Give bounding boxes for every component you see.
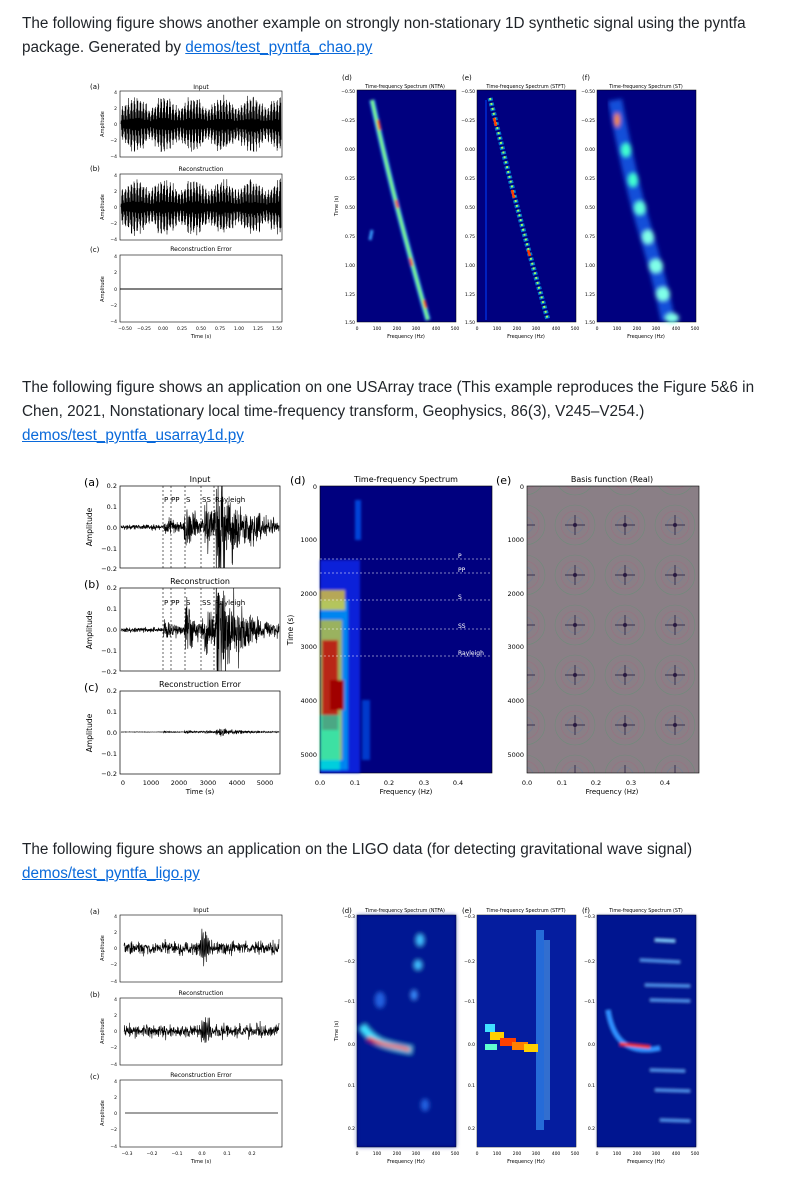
st-ytick: 0.25 — [584, 177, 595, 182]
phase-label-pp: PP — [458, 567, 466, 574]
stft-xtick: 500 — [570, 327, 580, 332]
stft-xlabel: Frequency (Hz) — [507, 334, 545, 340]
st-title: Time-frequency Spectrum (ST) — [609, 909, 683, 914]
tf-xtick: 0.4 — [452, 779, 464, 787]
stft-xtick: 500 — [570, 1152, 580, 1157]
error-ytick: 2 — [114, 1096, 117, 1101]
st-ytick: −0.1 — [584, 1000, 595, 1005]
stft-spectrum — [477, 90, 576, 322]
ntfa-xtick: 200 — [392, 327, 402, 332]
error-xtick: 0.1 — [223, 1152, 231, 1157]
reconstruction-title: Reconstruction — [170, 577, 230, 586]
ntfa-ytick: −0.1 — [344, 1000, 355, 1005]
error-xtick: 0.00 — [157, 327, 169, 332]
st-xtick: 400 — [671, 327, 681, 332]
basis-ytick: 0 — [519, 483, 524, 491]
link-test-pyntfa-chao[interactable]: demos/test_pyntfa_chao.py — [185, 39, 373, 56]
stft-ytick: 0.2 — [467, 1127, 475, 1132]
paragraph-text: The following figure shows another example on strongly non-stationary 1D synthetic signal using the pyntfa package. Generated by — [22, 15, 746, 56]
ntfa-ytick: 0.1 — [347, 1084, 355, 1089]
stft-ytick: 1.50 — [464, 321, 475, 326]
reconstruction-ytick: 2 — [114, 1014, 117, 1019]
reconstruction-title: Reconstruction — [178, 166, 224, 173]
error-xtick: 5000 — [256, 779, 274, 787]
tf-xlabel: Frequency (Hz) — [379, 788, 433, 796]
reconstruction-ytick: 0.0 — [106, 626, 117, 634]
stft-xtick: 0 — [475, 327, 479, 332]
input-ylabel: Amplitude — [100, 935, 106, 961]
reconstruction-ytick: 4 — [114, 174, 117, 179]
error-ytick: −0.2 — [101, 770, 117, 778]
error-xtick: 1.50 — [271, 327, 283, 332]
st-xtick: 400 — [671, 1152, 681, 1157]
ntfa-ylabel: Time (s) — [334, 1020, 340, 1042]
st-xtick: 200 — [632, 327, 642, 332]
st-ytick: 1.25 — [584, 293, 595, 298]
input-ytick: −0.2 — [101, 565, 117, 573]
ntfa-xlabel: Frequency (Hz) — [387, 1159, 425, 1165]
input-ytick: −2 — [110, 963, 117, 968]
error-xtick: −0.2 — [146, 1152, 158, 1157]
error-xtick: 1.25 — [252, 327, 264, 332]
ntfa-xtick: 100 — [372, 327, 382, 332]
error-xtick: 1000 — [142, 779, 160, 787]
reconstruction-ytick: −0.2 — [101, 668, 117, 676]
basis-image — [527, 486, 699, 773]
error-ytick: −2 — [110, 304, 117, 309]
stft-ytick: 1.00 — [464, 264, 475, 269]
error-xtick: 0 — [120, 779, 126, 787]
phase-label-rayleigh: Rayleigh — [458, 650, 484, 657]
st-xtick: 100 — [612, 327, 622, 332]
st-ytick: −0.2 — [584, 960, 595, 965]
tf-ytick: 0 — [312, 483, 317, 491]
ntfa-ytick: 1.00 — [344, 264, 355, 269]
phase-label-p: P — [164, 496, 169, 504]
st-xtick: 100 — [612, 1152, 622, 1157]
ntfa-xtick: 500 — [450, 1152, 460, 1157]
stft-xtick: 400 — [551, 327, 561, 332]
error-ytick: 0.2 — [106, 687, 117, 695]
error-xtick: 3000 — [199, 779, 217, 787]
stft-xtick: 300 — [531, 1152, 541, 1157]
phase-label-p: P — [164, 599, 169, 607]
tf-xtick: 0.3 — [418, 779, 430, 787]
reconstruction-ytick: −2 — [110, 222, 117, 227]
stft-ytick: 1.25 — [464, 293, 475, 298]
st-xtick: 500 — [690, 327, 700, 332]
phase-label-s: S — [458, 594, 462, 601]
st-xtick: 300 — [651, 1152, 661, 1157]
basis-xlabel: Frequency (Hz) — [585, 788, 639, 796]
reconstruction-ytick: 0.2 — [106, 584, 117, 592]
ntfa-xtick: 400 — [431, 1152, 441, 1157]
st-xtick: 200 — [632, 1152, 642, 1157]
reconstruction-ytick: 0 — [114, 1030, 117, 1035]
basis-ytick: 2000 — [507, 590, 524, 598]
input-ytick: 4 — [114, 91, 117, 96]
ntfa-ytick: 0.2 — [347, 1127, 355, 1132]
error-ytick: 2 — [114, 271, 117, 276]
stft-xtick: 200 — [512, 327, 522, 332]
stft-energy — [477, 915, 576, 1147]
panel-label-e: (e) — [462, 907, 472, 915]
st-spectrum — [597, 90, 696, 322]
st-ytick: 0.50 — [584, 206, 595, 211]
link-test-pyntfa-usarray1d[interactable]: demos/test_pyntfa_usarray1d.py — [22, 427, 244, 444]
reconstruction-title: Reconstruction — [178, 990, 224, 997]
tf-title: Time-frequency Spectrum — [354, 475, 458, 484]
ntfa-xtick: 0 — [355, 327, 359, 332]
input-ytick: 0.1 — [106, 503, 117, 511]
panel-label-d: (d) — [290, 474, 306, 487]
ntfa-ytick: 0.0 — [347, 1043, 355, 1048]
ntfa-ytick: 0.75 — [344, 235, 355, 240]
reconstruction-ytick: −4 — [110, 1063, 117, 1068]
panel-label-f: (f) — [582, 907, 590, 915]
ntfa-ytick: 1.50 — [344, 321, 355, 326]
error-ytick: 0.1 — [106, 708, 117, 716]
stft-ytick: 0.1 — [467, 1084, 475, 1089]
error-ytick: −2 — [110, 1128, 117, 1133]
error-xtick: 0.25 — [176, 327, 188, 332]
error-xtick: 4000 — [228, 779, 246, 787]
phase-label-ss: SS — [202, 496, 211, 504]
tf-ytick: 5000 — [300, 751, 317, 759]
stft-xlabel: Frequency (Hz) — [507, 1159, 545, 1165]
st-xtick: 0 — [595, 327, 599, 332]
panel-label-c: (c) — [90, 246, 100, 254]
ntfa-xtick: 100 — [372, 1152, 382, 1157]
st-energy — [597, 915, 696, 1147]
st-ytick: −0.25 — [581, 119, 595, 124]
input-ytick: −4 — [110, 155, 117, 160]
input-ytick: −2 — [110, 139, 117, 144]
st-ytick: 0.1 — [587, 1084, 595, 1089]
error-xtick: −0.25 — [137, 327, 151, 332]
basis-xtick: 0.3 — [625, 779, 637, 787]
ntfa-xtick: 300 — [411, 1152, 421, 1157]
reconstruction-ylabel: Amplitude — [100, 194, 106, 220]
error-axes — [120, 255, 282, 322]
stft-ytick: −0.3 — [464, 915, 475, 920]
stft-xtick: 300 — [531, 327, 541, 332]
error-ytick: 0.0 — [106, 729, 117, 737]
input-title: Input — [193, 84, 209, 91]
error-title: Reconstruction Error — [159, 680, 241, 689]
reconstruction-ytick: 4 — [114, 998, 117, 1003]
panel-label-a: (a) — [90, 83, 100, 91]
stft-ytick: 0.0 — [467, 1043, 475, 1048]
error-xtick: 0.2 — [248, 1152, 256, 1157]
panel-label-a: (a) — [84, 476, 100, 489]
phase-label-p: P — [458, 553, 462, 560]
error-xlabel: Time (s) — [185, 788, 215, 796]
phase-label-pp: PP — [171, 496, 180, 504]
phase-label-s: S — [186, 496, 191, 504]
input-ytick: −4 — [110, 980, 117, 985]
input-ytick: 0.2 — [106, 482, 117, 490]
phase-label-rayleigh: Rayleigh — [215, 496, 246, 504]
st-ytick: 0.2 — [587, 1127, 595, 1132]
stft-title: Time-frequency Spectrum (STFT) — [486, 85, 566, 90]
ntfa-ytick: 0.00 — [344, 148, 355, 153]
error-ytick: 4 — [114, 255, 117, 260]
error-title: Reconstruction Error — [170, 1072, 232, 1079]
error-ylabel: Amplitude — [100, 276, 106, 302]
ntfa-ytick: −0.2 — [344, 960, 355, 965]
input-ytick: −0.1 — [101, 545, 117, 553]
phase-label-s: S — [186, 599, 191, 607]
error-ytick: 0 — [114, 1112, 117, 1117]
error-axes — [120, 1080, 282, 1147]
ntfa-xtick: 300 — [411, 327, 421, 332]
error-ytick: 4 — [114, 1080, 117, 1085]
error-xtick: −0.50 — [118, 327, 132, 332]
stft-ytick: 0.75 — [464, 235, 475, 240]
st-xtick: 0 — [595, 1152, 599, 1157]
error-xtick: 0.75 — [214, 327, 226, 332]
st-ytick: 1.00 — [584, 264, 595, 269]
stft-xtick: 200 — [512, 1152, 522, 1157]
panel-label-e: (e) — [462, 74, 472, 82]
reconstruction-ytick: −0.1 — [101, 647, 117, 655]
basis-ytick: 4000 — [507, 697, 524, 705]
ntfa-xtick: 200 — [392, 1152, 402, 1157]
panel-label-b: (b) — [90, 165, 100, 173]
phase-label-ss: SS — [458, 623, 466, 630]
ntfa-ytick: −0.50 — [341, 90, 355, 95]
reconstruction-ylabel: Amplitude — [100, 1018, 106, 1044]
phase-label-ss: SS — [202, 599, 211, 607]
input-ytick: 2 — [114, 931, 117, 936]
error-xtick: −0.1 — [171, 1152, 183, 1157]
reconstruction-ytick: −2 — [110, 1046, 117, 1051]
reconstruction-ytick: 0.1 — [106, 605, 117, 613]
link-test-pyntfa-ligo[interactable]: demos/test_pyntfa_ligo.py — [22, 865, 200, 882]
error-ytick: 0 — [114, 288, 117, 293]
tf-ytick: 2000 — [300, 590, 317, 598]
stft-xtick: 400 — [551, 1152, 561, 1157]
st-ytick: −0.50 — [581, 90, 595, 95]
tf-xtick: 0.0 — [314, 779, 326, 787]
input-ytick: 4 — [114, 915, 117, 920]
phase-label-pp: PP — [171, 599, 180, 607]
st-xlabel: Frequency (Hz) — [627, 1159, 665, 1165]
stft-xtick: 100 — [492, 1152, 502, 1157]
stft-ytick: 0.50 — [464, 206, 475, 211]
panel-label-d: (d) — [342, 74, 352, 82]
basis-ytick: 1000 — [507, 536, 524, 544]
ntfa-xtick: 0 — [355, 1152, 359, 1157]
error-ytick: −4 — [110, 1145, 117, 1150]
st-ytick: 0.00 — [584, 148, 595, 153]
input-ytick: 0 — [114, 947, 117, 952]
error-xtick: 2000 — [170, 779, 188, 787]
stft-ytick: −0.2 — [464, 960, 475, 965]
error-axes — [120, 691, 280, 774]
stft-ytick: −0.1 — [464, 1000, 475, 1005]
ntfa-ytick: 0.25 — [344, 177, 355, 182]
ntfa-spectrum — [357, 90, 456, 322]
panel-label-c: (c) — [84, 681, 99, 694]
paragraph-text: The following figure shows an application on one USArray trace (This example reproduces the Figure 5&6 in Chen, 2021, Nonstationary local time-frequency transform, Geophysics, 86(3), V245–V254.) — [22, 379, 755, 420]
stft-ytick: −0.25 — [461, 119, 475, 124]
error-xtick: −0.3 — [121, 1152, 133, 1157]
basis-title: Basis function (Real) — [570, 475, 654, 484]
panel-label-d: (d) — [342, 907, 352, 915]
input-ytick: 0 — [114, 123, 117, 128]
reconstruction-ytick: 0 — [114, 206, 117, 211]
st-xtick: 500 — [690, 1152, 700, 1157]
panel-label-b: (b) — [84, 578, 100, 591]
ntfa-xtick: 400 — [431, 327, 441, 332]
ntfa-ytick: −0.3 — [344, 915, 355, 920]
basis-xtick: 0.4 — [659, 779, 671, 787]
st-ytick: −0.3 — [584, 915, 595, 920]
ntfa-title: Time-frequency Spectrum (NTFA) — [365, 85, 445, 90]
stft-xtick: 0 — [475, 1152, 479, 1157]
input-ylabel: Amplitude — [85, 507, 94, 547]
error-ytick: −0.1 — [101, 750, 117, 758]
stft-ytick: 0.25 — [464, 177, 475, 182]
panel-label-a: (a) — [90, 908, 100, 916]
error-xtick: 0.50 — [195, 327, 207, 332]
basis-xtick: 0.0 — [521, 779, 533, 787]
paragraph-text: The following figure shows an application on the LIGO data (for detecting gravitational wave signal) — [22, 841, 693, 858]
tf-ylabel: Time (s) — [286, 614, 295, 646]
stft-ytick: 0.00 — [464, 148, 475, 153]
st-xtick: 300 — [651, 327, 661, 332]
ntfa-energy — [357, 915, 456, 1147]
st-title: Time-frequency Spectrum (ST) — [609, 85, 683, 90]
panel-label-b: (b) — [90, 991, 100, 999]
stft-xtick: 100 — [492, 327, 502, 332]
input-ylabel: Amplitude — [100, 111, 106, 137]
input-ytick: 2 — [114, 107, 117, 112]
ntfa-xtick: 500 — [450, 327, 460, 332]
basis-xtick: 0.1 — [556, 779, 568, 787]
basis-xtick: 0.2 — [590, 779, 602, 787]
error-ytick: −4 — [110, 320, 117, 325]
tf-xtick: 0.2 — [383, 779, 395, 787]
error-title: Reconstruction Error — [170, 246, 232, 253]
stft-ytick: −0.50 — [461, 90, 475, 95]
st-ytick: 0.75 — [584, 235, 595, 240]
reconstruction-ytick: 2 — [114, 190, 117, 195]
phase-label-rayleigh: Rayleigh — [215, 599, 246, 607]
st-ytick: 1.50 — [584, 321, 595, 326]
input-title: Input — [193, 907, 209, 914]
panel-label-f: (f) — [582, 74, 590, 82]
basis-ytick: 3000 — [507, 643, 524, 651]
ntfa-title: Time-frequency Spectrum (NTFA) — [365, 909, 445, 914]
ntfa-ytick: 1.25 — [344, 293, 355, 298]
ntfa-ytick: 0.50 — [344, 206, 355, 211]
tf-ytick: 1000 — [300, 536, 317, 544]
panel-label-e: (e) — [496, 474, 512, 487]
st-xlabel: Frequency (Hz) — [627, 334, 665, 340]
error-xtick: 0.0 — [198, 1152, 206, 1157]
reconstruction-ytick: −4 — [110, 238, 117, 243]
error-xlabel: Time (s) — [190, 1159, 212, 1165]
error-ylabel: Amplitude — [85, 713, 94, 753]
error-xlabel: Time (s) — [190, 334, 212, 340]
input-ytick: 0.0 — [106, 524, 117, 532]
st-ytick: 0.0 — [587, 1043, 595, 1048]
error-ylabel: Amplitude — [100, 1100, 106, 1126]
reconstruction-ylabel: Amplitude — [85, 610, 94, 650]
panel-label-c: (c) — [90, 1073, 100, 1081]
input-title: Input — [189, 475, 211, 484]
error-xtick: 1.00 — [233, 327, 245, 332]
ntfa-ylabel: Time (s) — [334, 195, 340, 217]
stft-title: Time-frequency Spectrum (STFT) — [486, 909, 566, 914]
ntfa-ytick: −0.25 — [341, 119, 355, 124]
tf-ytick: 4000 — [300, 697, 317, 705]
tf-xtick: 0.1 — [349, 779, 361, 787]
ntfa-xlabel: Frequency (Hz) — [387, 334, 425, 340]
basis-ytick: 5000 — [507, 751, 524, 759]
tf-ytick: 3000 — [300, 643, 317, 651]
